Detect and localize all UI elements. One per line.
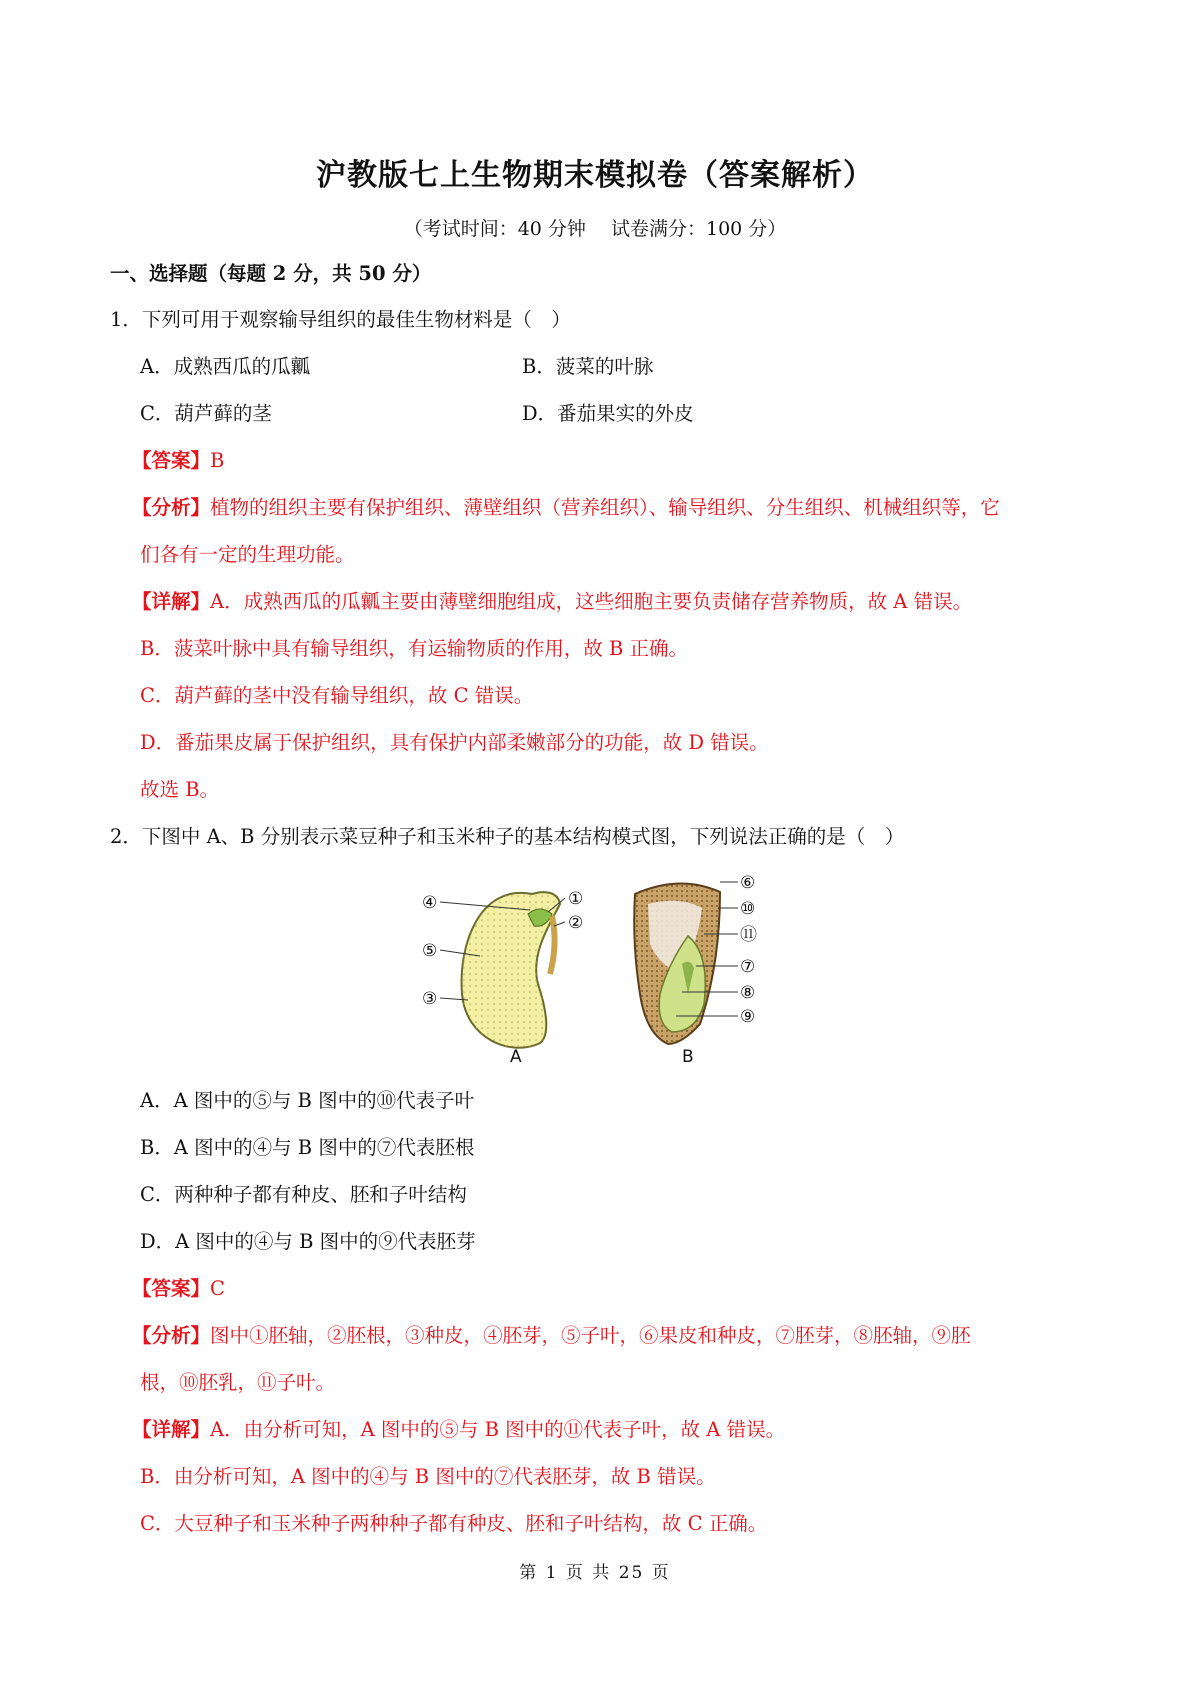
q2-option-b: B．A 图中的④与 B 图中的⑦代表胚根 (140, 1136, 475, 1159)
analysis-text: 图中①胚轴，②胚根，③种皮，④胚芽，⑤子叶，⑥果皮和种皮，⑦胚芽，⑧胚轴，⑨胚 (210, 1324, 971, 1347)
marker-a-5: ⑤ (422, 941, 438, 961)
marker-a-2: ② (568, 913, 584, 933)
marker-b-10: ⑩ (740, 899, 756, 919)
page-footer: 第 1 页 共 25 页 (519, 1563, 671, 1583)
marker-b-11: ⑪ (740, 925, 757, 945)
q1-conclusion: 故选 B。 (140, 778, 220, 801)
q1-analysis-line-1 (132, 494, 1000, 522)
answer-value: B (210, 449, 225, 472)
figure-label-a: A (510, 1047, 522, 1064)
q1-option-c: C．葫芦藓的茎 (140, 402, 272, 425)
q2-detail-a (132, 1416, 785, 1444)
q2-analysis-line-2: 根，⑩胚乳，⑪子叶。 (140, 1371, 336, 1394)
marker-b-7: ⑦ (740, 957, 756, 977)
q2-option-c: C．两种种子都有种皮、胚和子叶结构 (140, 1183, 467, 1206)
analysis-text: 植物的组织主要有保护组织、薄壁组织（营养组织）、输导组织、分生组织、机械组织等，它 (210, 496, 1000, 519)
q1-detail-c: C．葫芦藓的茎中没有输导组织，故 C 错误。 (140, 684, 534, 707)
marker-b-9: ⑨ (740, 1007, 756, 1027)
marker-b-8: ⑧ (740, 983, 756, 1003)
q2-detail-b: B．由分析可知，A 图中的④与 B 图中的⑦代表胚芽，故 B 错误。 (140, 1465, 716, 1488)
corn-seed-diagram (634, 883, 720, 1044)
marker-a-1: ① (568, 889, 584, 909)
analysis-tag: 【分析】 (132, 1324, 211, 1347)
q1-answer (132, 447, 224, 475)
q2-option-d: D．A 图中的④与 B 图中的⑨代表胚芽 (140, 1230, 476, 1253)
q1-option-d: D．番茄果实的外皮 (522, 402, 694, 425)
answer-value: C (210, 1277, 225, 1300)
detail-text: A．成熟西瓜的瓜瓤主要由薄壁细胞组成，这些细胞主要负责储存营养物质，故 A 错误。 (210, 590, 973, 613)
analysis-tag: 【分析】 (132, 496, 211, 519)
marker-b-6: ⑥ (740, 873, 756, 893)
q2-detail-c: C．大豆种子和玉米种子两种种子都有种皮、胚和子叶结构，故 C 正确。 (140, 1512, 768, 1535)
q1-detail-b: B．菠菜叶脉中具有输导组织，有运输物质的作用，故 B 正确。 (140, 637, 689, 660)
seed-structure-figure (420, 864, 810, 1064)
q1-detail-d: D．番茄果皮属于保护组织，具有保护内部柔嫩部分的功能，故 D 错误。 (140, 731, 769, 754)
answer-tag: 【答案】 (132, 1277, 211, 1300)
answer-tag: 【答案】 (132, 449, 211, 472)
q2-answer (132, 1275, 225, 1303)
section-heading: 一、选择题（每题 2 分，共 50 分） (110, 262, 432, 285)
exam-info: （考试时间：40 分钟 试卷满分：100 分） (403, 218, 787, 240)
figure-label-b: B (682, 1047, 694, 1064)
q1-analysis-line-2: 们各有一定的生理功能。 (140, 543, 355, 566)
question-2-stem: 2．下图中 A、B 分别表示菜豆种子和玉米种子的基本结构模式图，下列说法正确的是（ ） (110, 825, 905, 848)
detail-tag: 【详解】 (132, 1418, 211, 1441)
q2-option-a: A．A 图中的⑤与 B 图中的⑩代表子叶 (140, 1089, 475, 1112)
q2-analysis-line-1 (132, 1322, 971, 1350)
document-title: 沪教版七上生物期末模拟卷（答案解析） (316, 158, 874, 193)
detail-text: A．由分析可知，A 图中的⑤与 B 图中的⑪代表子叶，故 A 错误。 (210, 1418, 786, 1441)
marker-a-3: ③ (422, 989, 438, 1009)
q1-option-a: A．成熟西瓜的瓜瓤 (140, 355, 311, 378)
q1-option-b: B．菠菜的叶脉 (522, 355, 654, 378)
q1-detail-a (132, 588, 972, 616)
bean-seed-diagram (462, 892, 560, 1048)
marker-a-4: ④ (422, 893, 438, 913)
detail-tag: 【详解】 (132, 590, 211, 613)
question-1-stem: 1．下列可用于观察输导组织的最佳生物材料是（ ） (110, 308, 571, 331)
